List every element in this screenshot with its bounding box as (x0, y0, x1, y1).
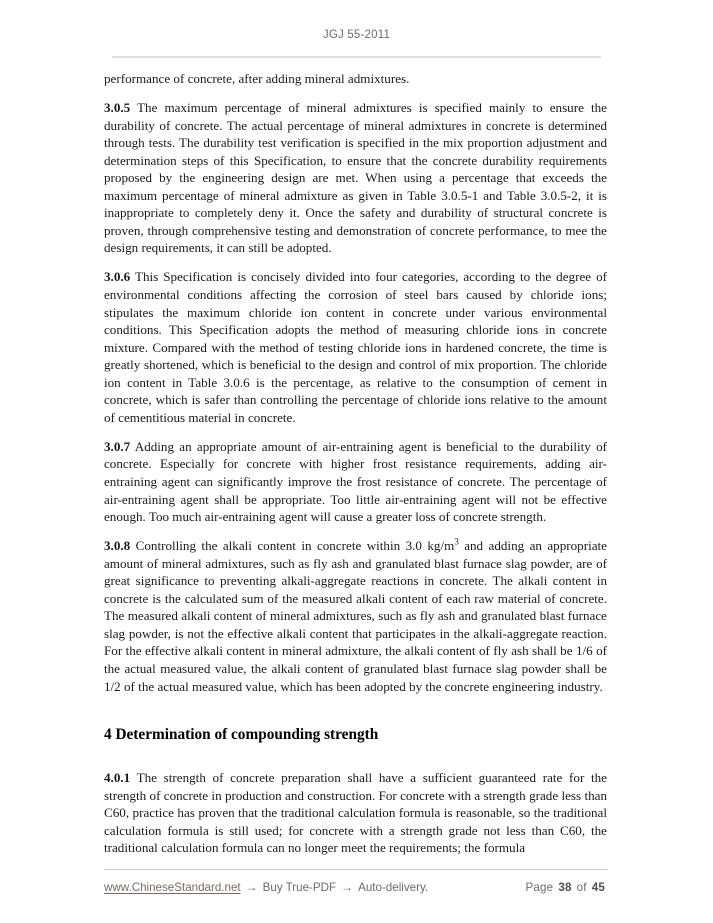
arrow-right-icon: → (341, 880, 354, 894)
clause-paragraph-3-0-8 (104, 537, 607, 695)
clause-number: 3.0.8 (104, 538, 131, 554)
clause-text: Adding an appropriate amount of air-entraining agent is beneficial to the durability of concrete. Especially for concrete with higher frost resistance requirements, adding air-entraining agent can significantly improve the frost resistance of concrete. The percentage of air-entraining agent shall be appropriate. Too little air-entraining agent will not be effective enough. Too much air-entraining agent will cause a greater loss of concrete strength. (104, 438, 607, 525)
current-page-number: 38 (558, 880, 572, 894)
clause-paragraph-3-0-5 (104, 99, 607, 257)
clause-number: 3.0.5 (104, 100, 131, 116)
footer-promo (104, 880, 428, 894)
clause-number: 4.0.1 (104, 770, 131, 786)
clause-number: 3.0.6 (104, 269, 131, 285)
clause-paragraph-3-0-6 (104, 268, 607, 426)
cubic-meter-superscript: 3 (454, 536, 459, 547)
section-heading-wrapper (104, 725, 607, 745)
page-footer (104, 877, 608, 897)
total-page-count: 45 (591, 880, 605, 894)
buy-true-pdf-label: Buy True-PDF (262, 881, 337, 894)
clause-text-after-superscript: and adding an appropriate amount of mineral admixtures, such as fly ash and granulated blast furnace slag powder, are of great significance to preventing alkali-aggregate reactions in concrete. The alkali content in concrete is the calculated sum of the measured alkali content of each raw material of concrete. The measured alkali content of mineral admixtures, such as fly ash and granulated blast furnace slag powder, is not the effective alkali content that participates in the alkali-aggregate reaction. For the effective alkali content in mineral admixture, the alkali content of fly ash shall be 1/6 of the actual measured value, the alkali content of granulated blast furnace slag powder shall be 1/2 of the actual measured value, which has been adopted by the concrete engineering industry. (104, 538, 607, 694)
clause-text-before-superscript: Controlling the alkali content in concrete within 3.0 kg/m (135, 538, 455, 554)
clause-paragraph-4-0-1 (104, 769, 607, 857)
arrow-right-icon: → (245, 880, 258, 894)
clause-text: This Specification is concisely divided into four categories, according to the degree of environmental conditions affecting the corrosion of steel bars caused by chloride ions; stipulates the maximum chloride ion content in concrete under various environmental conditions. This Specification adopts the method of measuring chloride ions in concrete mixture. Compared with the method of testing chloride ions in hardened concrete, the time is greatly shortened, which is beneficial to the design and control of mix proportion. The chloride ion content in Table 3.0.6 is the percentage, as relative to the consumption of cement in concrete, which is safer than controlling the percentage of chloride ions relative to the amount of cementitious material in concrete. (104, 269, 607, 425)
document-header-title: JGJ 55-2011 (322, 29, 391, 41)
document-body (104, 70, 607, 857)
clause-text: The maximum percentage of mineral admixtures is specified mainly to ensure the durability of concrete. The actual percentage of mineral admixtures in concrete is determined through tests. The durability test verification is specified in the mix proportion adjustment and determination steps of this Specification, to ensure that the concrete durability requirements proposed by the engineering design are met. When using a percentage that exceeds the maximum percentage of mineral admixture as given in Table 3.0.5-1 and Table 3.0.5-2, it is inappropriate to completely deny it. Once the safety and durability of structural concrete is proven, through comprehensive testing and demonstration of concrete performance, to mee the design requirements, it can still be adopted. (104, 100, 607, 256)
clause-number: 3.0.7 (104, 438, 131, 454)
page-number-indicator (523, 881, 608, 894)
header-divider (112, 56, 601, 58)
footer-divider (104, 869, 608, 870)
of-label: of (576, 880, 587, 894)
publisher-website-link[interactable]: www.ChineseStandard.net (104, 881, 241, 894)
clause-paragraph-3-0-7 (104, 438, 607, 526)
section-heading-4: 4 Determination of compounding strength (104, 726, 379, 744)
page-label: Page (525, 880, 554, 894)
clause-text: The strength of concrete preparation shall have a sufficient guaranteed rate for the strength of concrete in production and construction. For concrete with a strength grade less than C60, practice has proven that the traditional calculation formula is reasonable, so the traditional calculation formula is still used; for concrete with a strength grade not less than C60, the traditional calculation formula can no longer meet the requirements; the formula (104, 770, 607, 856)
continued-paragraph: performance of concrete, after adding mineral admixtures. (104, 71, 410, 86)
auto-delivery-label: Auto-delivery. (358, 881, 429, 894)
page-header (112, 28, 601, 42)
